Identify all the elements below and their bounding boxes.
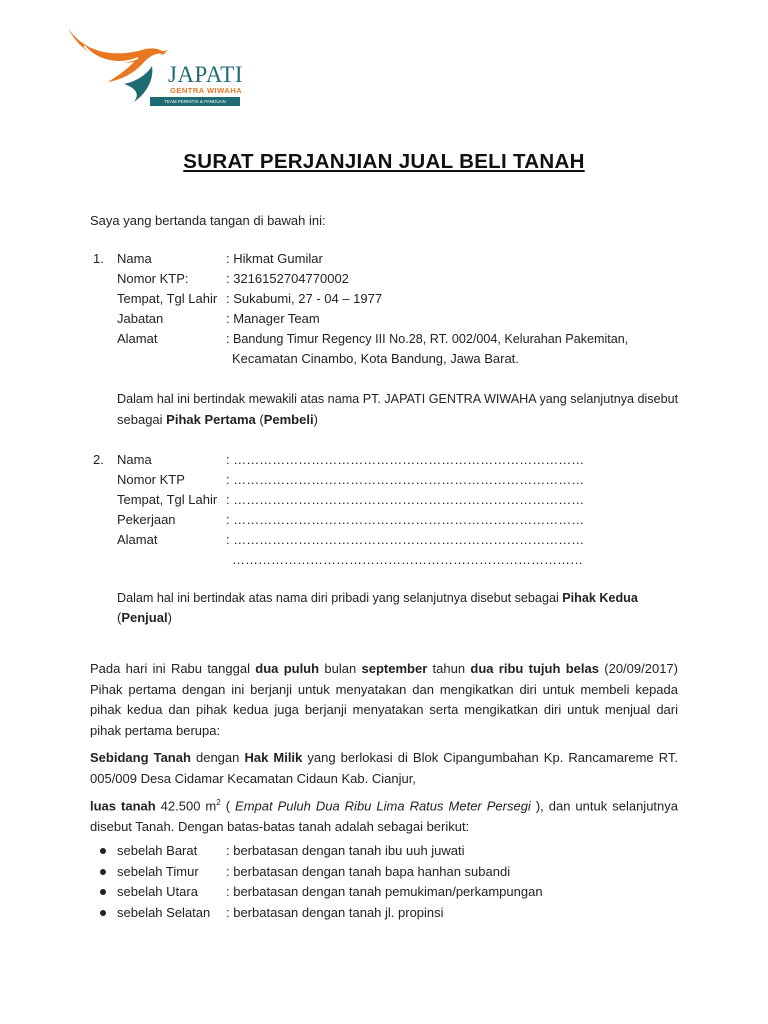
party-one-label: Jabatan (117, 311, 164, 326)
party-two-label: Tempat, Tgl Lahir (117, 492, 218, 507)
land-description: Sebidang Tanah dengan Hak Milik yang berlokasi di Blok Cipangumbahan Kp. Rancamareme RT. 005/009 Desa Cidamar Kecamatan Cidaun Kab. Cianjur, (90, 750, 678, 786)
boundary-value: : berbatasan dengan tanah ibu uuh juwati (226, 843, 465, 858)
party-two-blank: : ……………………………………………………………………… (226, 492, 585, 507)
party-two-blank: : ……………………………………………………………………… (226, 512, 585, 527)
party-two-label: Pekerjaan (117, 512, 176, 527)
party-two-label: Nomor KTP (117, 472, 185, 487)
party-two-number: 2. (93, 452, 104, 467)
boundary-label: sebelah Timur (117, 864, 199, 879)
bullet-icon (100, 848, 106, 854)
bullet-icon (100, 910, 106, 916)
boundary-label: sebelah Utara (117, 884, 198, 899)
agreement-paragraph: Pada hari ini Rabu tanggal dua puluh bulan september tahun dua ribu tujuh belas (20/09/2017) Pihak pertama dengan ini berjanji untuk menyatakan dan mengikatkan diri untuk membeli kepada pihak kedua dan pihak kedua juga berjanji menyatakan serta mengikatkan diri untuk menjual dari pihak pertama berupa: (90, 661, 678, 738)
bullet-icon (100, 869, 106, 875)
logo-brand-text: JAPATI (168, 62, 244, 87)
party-one-label: Alamat (117, 331, 158, 346)
party-one-statement-line2: sebagai Pihak Pertama (Pembeli) (117, 412, 318, 427)
party-one-value: : 3216152704770002 (226, 271, 349, 286)
party-two-label: Alamat (117, 532, 158, 547)
party-one-value: : Hikmat Gumilar (226, 251, 323, 266)
boundary-value: : berbatasan dengan tanah pemukiman/perkampungan (226, 884, 543, 899)
party-one-address-line2: Kecamatan Cinambo, Kota Bandung, Jawa Barat. (232, 351, 519, 366)
boundary-label: sebelah Selatan (117, 905, 211, 920)
land-area: luas tanah 42.500 $m^2$ ( Empat Puluh Dua Ribu Lima Ratus Meter Persegi ), dan untuk selanjutnya disebut Tanah. Dengan batas-batas tanah adalah sebagai berikut: (90, 798, 678, 834)
party-two-address-line2: ……………………………………………………………………… (232, 552, 583, 567)
party-one-number: 1. (93, 251, 104, 266)
party-two-blank: : ……………………………………………………………………… (226, 532, 585, 547)
party-two-statement: Dalam hal ini bertindak atas nama diri pribadi yang selanjutnya disebut sebagai Pihak Kedua (117, 591, 638, 605)
boundary-value: : berbatasan dengan tanah jl. propinsi (226, 905, 444, 920)
logo-subtitle: GENTRA WIWAHA (170, 86, 243, 95)
party-one-label: Tempat, Tgl Lahir (117, 291, 218, 306)
party-one-label: Nomor KTP: (117, 271, 189, 286)
party-one-value: : Manager Team (226, 311, 320, 326)
party-one-label: Nama (117, 251, 152, 266)
party-one-value: : Sukabumi, 27 - 04 – 1977 (226, 291, 383, 306)
intro-text: Saya yang bertanda tangan di bawah ini: (90, 213, 326, 228)
boundary-label: sebelah Barat (117, 843, 198, 858)
party-two-statement-line2: (Penjual) (117, 610, 172, 625)
party-two-label: Nama (117, 452, 152, 467)
bullet-icon (100, 889, 106, 895)
logo-tagline: TEAM PERINTIS & PANDUAN (150, 97, 240, 106)
party-one-statement: Dalam hal ini bertindak mewakili atas nama PT. JAPATI GENTRA WIWAHA yang selanjutnya disebut (117, 392, 679, 406)
document-title: SURAT PERJANJIAN JUAL BELI TANAH (183, 150, 585, 173)
party-two-blank: : ……………………………………………………………………… (226, 472, 585, 487)
party-two-blank: : ……………………………………………………………………… (226, 452, 585, 467)
company-logo (64, 22, 244, 112)
party-one-value: : Bandung Timur Regency III No.28, RT. 002/004, Kelurahan Pakemitan, (226, 332, 629, 346)
boundary-value: : berbatasan dengan tanah bapa hanhan subandi (226, 864, 511, 879)
